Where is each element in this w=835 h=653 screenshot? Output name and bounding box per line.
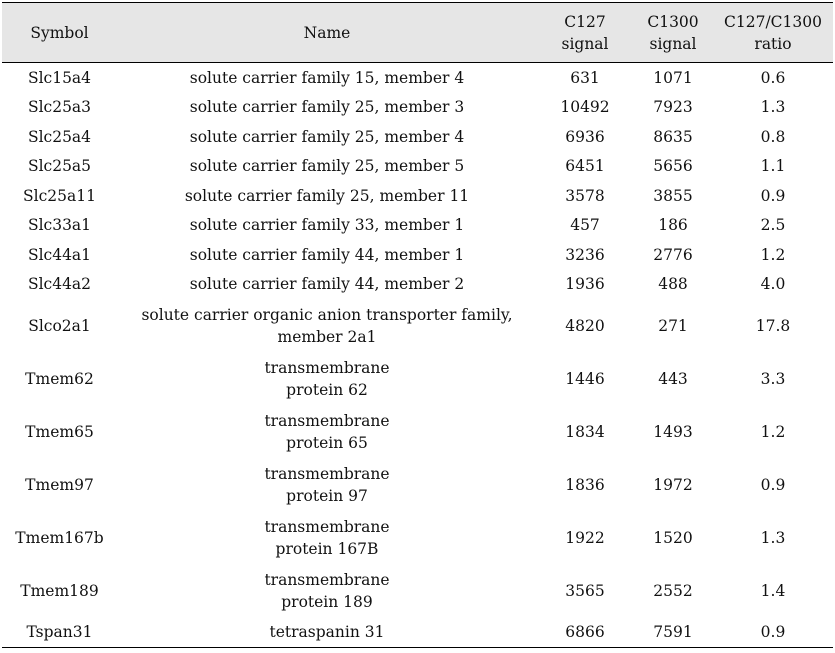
cell-name xyxy=(117,511,537,564)
table-row xyxy=(2,93,833,123)
cell-name-line2: protein 97 xyxy=(286,486,368,505)
cell-c127-signal: 6936 xyxy=(565,127,605,146)
cell-c1300-signal: 488 xyxy=(658,275,688,294)
table-row xyxy=(2,617,833,647)
cell-name-line1: transmembrane xyxy=(264,358,390,377)
data-table-container xyxy=(2,2,833,648)
table-row xyxy=(2,152,833,182)
cell-c1300-signal: 8635 xyxy=(653,127,693,146)
header-row xyxy=(2,3,833,63)
cell-ratio: 0.9 xyxy=(760,475,786,494)
cell-c127-signal: 631 xyxy=(570,68,600,87)
header-c1300-signal xyxy=(633,3,713,63)
table-row xyxy=(2,211,833,241)
table-row xyxy=(2,240,833,270)
cell-name xyxy=(117,93,537,123)
cell-ratio: 0.6 xyxy=(760,68,786,87)
cell-name-line1: solute carrier family 25, member 11 xyxy=(184,186,470,205)
table-row xyxy=(2,564,833,617)
header-ratio-line1: C127/C1300 xyxy=(724,12,822,31)
cell-symbol: Slc25a5 xyxy=(27,157,92,176)
cell-name-line1: transmembrane xyxy=(264,570,390,589)
cell-symbol: Slc15a4 xyxy=(27,68,92,87)
cell-name xyxy=(117,564,537,617)
header-c1300-line2: signal xyxy=(649,34,697,53)
cell-name xyxy=(117,352,537,405)
cell-symbol: Slc25a3 xyxy=(27,98,92,117)
cell-name xyxy=(117,122,537,152)
cell-name xyxy=(117,240,537,270)
cell-ratio: 1.3 xyxy=(760,98,786,117)
cell-name-line2: member 2a1 xyxy=(277,327,377,346)
cell-name-line1: transmembrane xyxy=(264,464,390,483)
cell-name xyxy=(117,299,537,352)
cell-name-line1: tetraspanin 31 xyxy=(269,622,385,641)
header-symbol: Symbol xyxy=(30,23,89,42)
cell-symbol: Slc44a2 xyxy=(27,275,92,294)
cell-ratio: 4.0 xyxy=(760,275,786,294)
cell-ratio: 17.8 xyxy=(755,316,791,335)
cell-name-line2: protein 62 xyxy=(286,380,368,399)
cell-c127-signal: 6866 xyxy=(565,622,605,641)
cell-c1300-signal: 1972 xyxy=(653,475,693,494)
cell-symbol: Tspan31 xyxy=(26,622,93,641)
cell-c1300-signal: 1071 xyxy=(653,68,693,87)
cell-ratio: 1.4 xyxy=(760,581,786,600)
cell-c127-signal: 1836 xyxy=(565,475,605,494)
cell-symbol: Slc25a11 xyxy=(23,186,96,205)
cell-ratio: 3.3 xyxy=(760,369,786,388)
cell-ratio: 1.2 xyxy=(760,245,786,264)
cell-symbol: Slc44a1 xyxy=(27,245,92,264)
cell-symbol: Slc33a1 xyxy=(27,216,92,235)
cell-name-line1: solute carrier family 44, member 1 xyxy=(189,245,465,264)
cell-c127-signal: 6451 xyxy=(565,157,605,176)
cell-name-line2: protein 65 xyxy=(286,433,368,452)
cell-ratio: 1.3 xyxy=(760,528,786,547)
cell-name-line1: solute carrier family 15, member 4 xyxy=(189,68,465,87)
cell-symbol: Tmem97 xyxy=(25,475,94,494)
cell-name xyxy=(117,211,537,241)
cell-c127-signal: 1922 xyxy=(565,528,605,547)
cell-c1300-signal: 186 xyxy=(658,216,688,235)
cell-c1300-signal: 7591 xyxy=(653,622,693,641)
cell-ratio: 0.9 xyxy=(760,186,786,205)
cell-symbol: Tmem65 xyxy=(25,422,94,441)
table-row xyxy=(2,122,833,152)
cell-name xyxy=(117,152,537,182)
cell-ratio: 1.1 xyxy=(760,157,786,176)
cell-c127-signal: 1834 xyxy=(565,422,605,441)
table-header xyxy=(2,3,833,63)
cell-name-line1: solute carrier family 44, member 2 xyxy=(189,275,465,294)
table-row xyxy=(2,352,833,405)
cell-c1300-signal: 5656 xyxy=(653,157,693,176)
cell-ratio: 0.9 xyxy=(760,622,786,641)
table-row xyxy=(2,299,833,352)
cell-name-line2: protein 167B xyxy=(275,539,379,558)
header-ratio-line2: ratio xyxy=(754,34,792,53)
cell-c1300-signal: 1520 xyxy=(653,528,693,547)
table-row xyxy=(2,458,833,511)
cell-name xyxy=(117,617,537,647)
cell-c1300-signal: 443 xyxy=(658,369,688,388)
cell-ratio: 1.2 xyxy=(760,422,786,441)
cell-name-line1: solute carrier organic anion transporter family, xyxy=(141,305,513,324)
cell-c1300-signal: 2552 xyxy=(653,581,693,600)
table-body xyxy=(2,63,833,648)
cell-name-line1: solute carrier family 25, member 4 xyxy=(189,127,465,146)
table-row xyxy=(2,63,833,93)
cell-name xyxy=(117,63,537,93)
cell-c127-signal: 1936 xyxy=(565,275,605,294)
header-ratio xyxy=(713,3,833,63)
cell-c1300-signal: 271 xyxy=(658,316,688,335)
cell-c1300-signal: 2776 xyxy=(653,245,693,264)
header-c127-signal xyxy=(537,3,633,63)
cell-name xyxy=(117,458,537,511)
header-c127-line2: signal xyxy=(561,34,609,53)
gene-signal-table xyxy=(2,2,833,648)
cell-c127-signal: 10492 xyxy=(560,98,610,117)
cell-c127-signal: 4820 xyxy=(565,316,605,335)
table-row xyxy=(2,511,833,564)
cell-name-line1: transmembrane xyxy=(264,411,390,430)
cell-c127-signal: 3236 xyxy=(565,245,605,264)
cell-name xyxy=(117,405,537,458)
cell-symbol: Slc25a4 xyxy=(27,127,92,146)
cell-c127-signal: 457 xyxy=(570,216,600,235)
cell-symbol: Tmem189 xyxy=(20,581,99,600)
cell-name xyxy=(117,270,537,300)
cell-c127-signal: 1446 xyxy=(565,369,605,388)
cell-ratio: 0.8 xyxy=(760,127,786,146)
table-row xyxy=(2,405,833,458)
cell-name xyxy=(117,181,537,211)
cell-ratio: 2.5 xyxy=(760,216,786,235)
cell-c127-signal: 3565 xyxy=(565,581,605,600)
table-row xyxy=(2,181,833,211)
table-row xyxy=(2,270,833,300)
cell-c1300-signal: 7923 xyxy=(653,98,693,117)
header-c127-line1: C127 xyxy=(564,12,606,31)
cell-name-line2: protein 189 xyxy=(281,592,373,611)
cell-symbol: Tmem62 xyxy=(25,369,94,388)
cell-c1300-signal: 1493 xyxy=(653,422,693,441)
cell-name-line1: solute carrier family 33, member 1 xyxy=(189,216,465,235)
cell-name-line1: solute carrier family 25, member 5 xyxy=(189,157,465,176)
cell-name-line1: solute carrier family 25, member 3 xyxy=(189,98,465,117)
header-name: Name xyxy=(303,23,351,42)
header-c1300-line1: C1300 xyxy=(647,12,699,31)
cell-c127-signal: 3578 xyxy=(565,186,605,205)
cell-symbol: Slco2a1 xyxy=(28,316,91,335)
cell-c1300-signal: 3855 xyxy=(653,186,693,205)
cell-name-line1: transmembrane xyxy=(264,517,390,536)
cell-symbol: Tmem167b xyxy=(15,528,104,547)
